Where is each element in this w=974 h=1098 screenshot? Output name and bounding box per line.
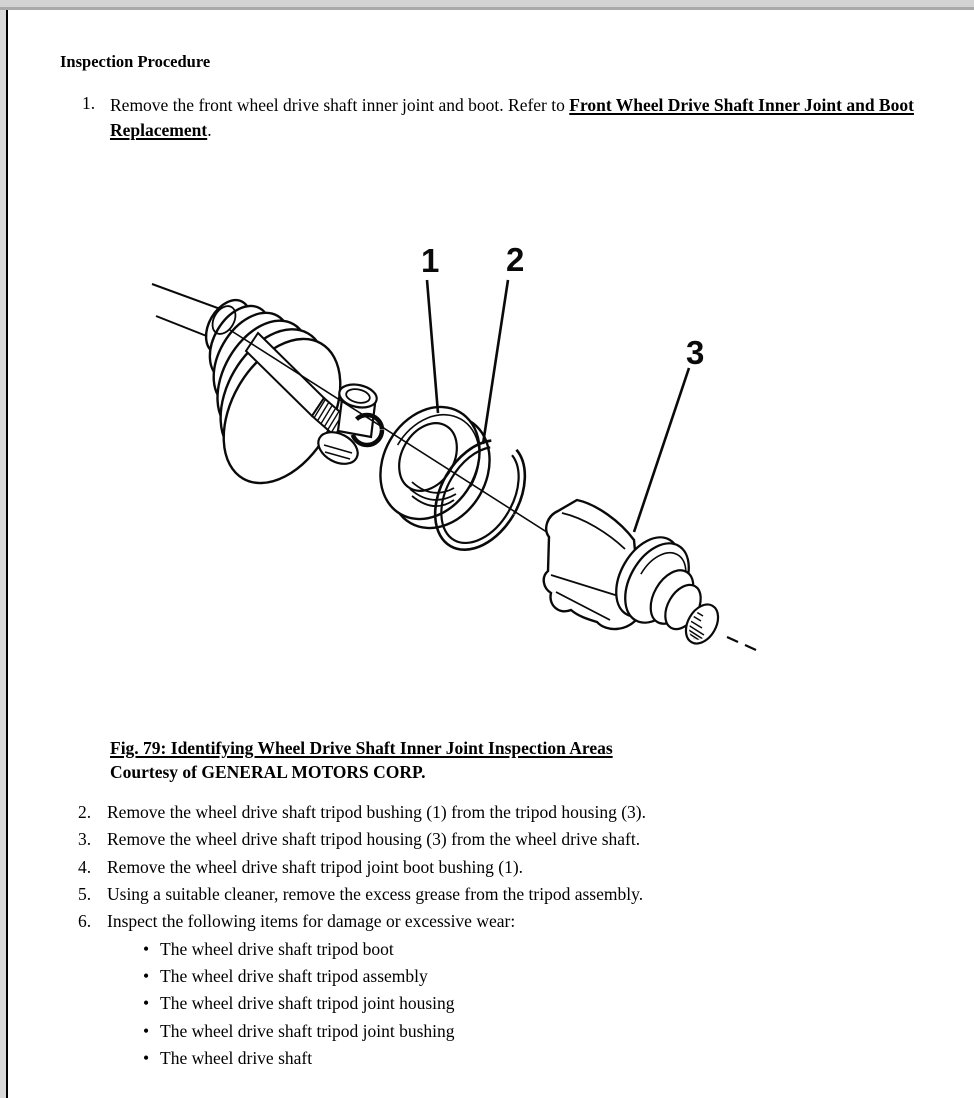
step-number: 2. (78, 802, 92, 822)
step-number: 6. (78, 911, 92, 932)
step-text: Inspect the following items for damage or excessive wear: (107, 911, 516, 932)
procedure-step-2 (78, 799, 646, 826)
inspection-item (78, 1045, 646, 1072)
bullet-icon: • (143, 993, 150, 1014)
page-left-rule (6, 10, 8, 1098)
figure-caption-credit: Courtesy of GENERAL MOTORS CORP. (110, 761, 426, 782)
axis-dash-1 (727, 637, 738, 642)
inspection-item-text: The wheel drive shaft tripod assembly (160, 966, 428, 987)
step-text: Using a suitable cleaner, remove the excess grease from the tripod assembly. (107, 884, 644, 905)
procedure-step-6 (78, 908, 646, 935)
figure-caption-title: Fig. 79: Identifying Wheel Drive Shaft Inner Joint Inspection Areas (110, 738, 613, 758)
exploded-view-diagram (135, 228, 775, 678)
axis-dash-2 (745, 645, 756, 650)
step-text: Remove the wheel drive shaft tripod joint boot bushing (1). (107, 856, 524, 877)
callout-label-2: 2 (506, 241, 525, 278)
bullet-icon: • (143, 966, 150, 987)
figure-caption (110, 737, 613, 784)
inspection-item (78, 1018, 646, 1045)
procedure-step-5 (78, 881, 646, 908)
inspection-item (78, 963, 646, 990)
step-text: Remove the wheel drive shaft tripod bushing (1) from the tripod housing (3). (107, 802, 646, 822)
inspection-item (78, 936, 646, 963)
tripod-housing (544, 500, 756, 655)
bullet-icon: • (143, 1048, 150, 1069)
window-top-bar (0, 0, 974, 10)
procedure-step-4 (78, 854, 646, 881)
procedure-steps (78, 799, 646, 1072)
inspection-item-text: The wheel drive shaft tripod joint housing (160, 993, 455, 1014)
cv-boot (197, 292, 364, 503)
inspection-item-text: The wheel drive shaft tripod joint bushing (160, 1020, 455, 1041)
step-number: 4. (78, 856, 92, 877)
inspection-item-text: The wheel drive shaft tripod boot (160, 938, 394, 959)
bullet-icon: • (143, 938, 150, 959)
callout-label-1: 1 (421, 242, 440, 279)
step-number: 3. (78, 829, 92, 850)
replacement-procedure-link[interactable]: Front Wheel Drive Shaft Inner Joint and Boot Replacement (110, 95, 914, 140)
step-number: 5. (78, 884, 92, 905)
step-text: Remove the wheel drive shaft tripod housing (3) from the wheel drive shaft. (107, 829, 641, 850)
procedure-step-3 (78, 826, 646, 853)
inspection-item-text: The wheel drive shaft (160, 1048, 313, 1069)
step-text-suffix: . (207, 119, 212, 140)
inspection-item (78, 990, 646, 1017)
callout-label-3: 3 (686, 334, 705, 371)
step-number: 1. (82, 93, 96, 113)
bullet-icon: • (143, 1020, 150, 1041)
step-text-lead: Remove the front wheel drive shaft inner joint and boot. Refer to (110, 95, 570, 115)
section-heading: Inspection Procedure (60, 52, 211, 71)
procedure-step-1 (82, 93, 925, 142)
step-text (110, 93, 925, 142)
